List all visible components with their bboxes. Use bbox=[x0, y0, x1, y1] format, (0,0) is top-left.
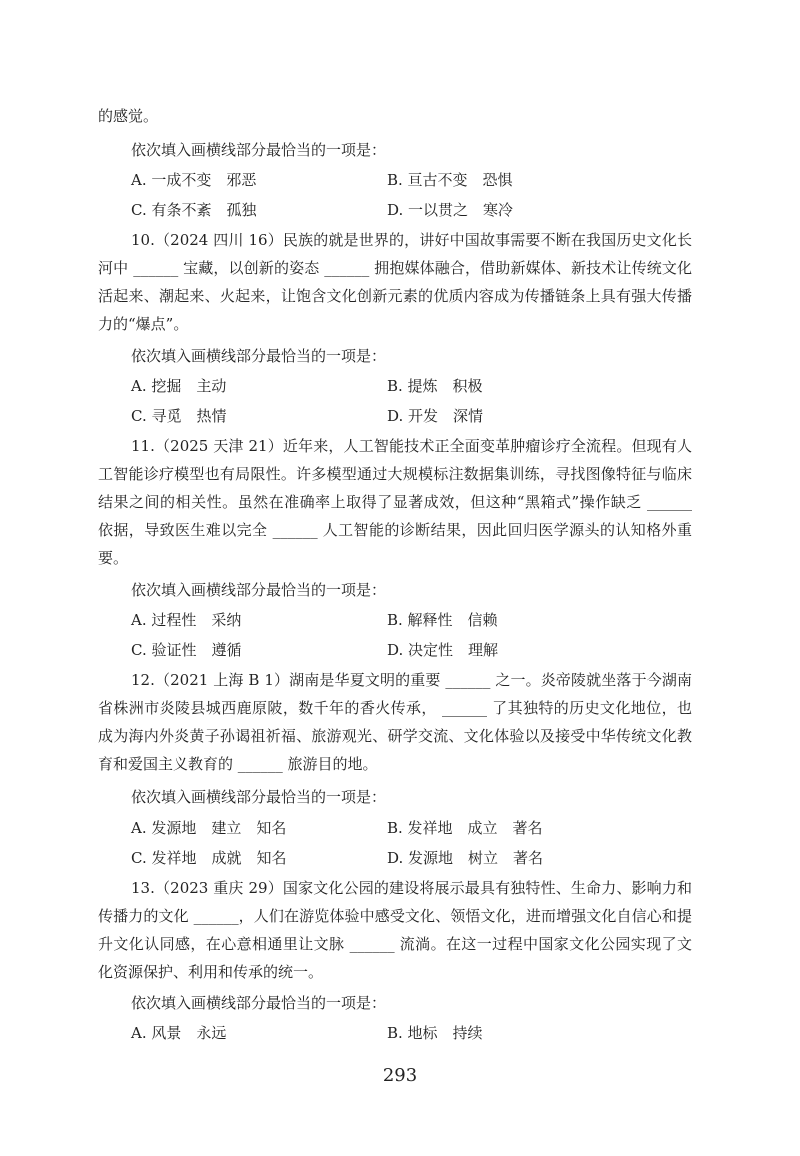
q12-stem: 12.（2021 上海 B 1）湖南是华夏文明的重要 ______ 之一。炎帝陵就坐落于今湖南省株洲市炎陵县城西鹿原陂，数千年的香火传承， ______ 了其独特的历史文化地位，也成为海内外炎黄子孙谒祖祈福、旅游观光、研学交流、文化体验以及接受中华传统文化教育和爱国主义教育的 ______ 旅游目的地。 bbox=[98, 671, 692, 773]
q10-option-d: D. 开发 深情 bbox=[387, 407, 484, 425]
q9-option-a: A. 一成不变 邪恶 bbox=[131, 171, 257, 189]
page-number: 293 bbox=[382, 1065, 418, 1086]
q9-prompt: 依次填入画横线部分最恰当的一项是： bbox=[131, 141, 387, 159]
q9-option-c: C. 有条不紊 孤独 bbox=[131, 201, 257, 219]
q9-option-d: D. 一以贯之 寒冷 bbox=[387, 201, 514, 219]
continuation-text: 的感觉。 bbox=[98, 107, 159, 125]
q13-option-b: B. 地标 持续 bbox=[387, 1024, 483, 1042]
q12-option-b: B. 发祥地 成立 著名 bbox=[387, 819, 543, 837]
q13-prompt: 依次填入画横线部分最恰当的一项是： bbox=[131, 994, 387, 1012]
q9-option-b: B. 亘古不变 恐惧 bbox=[387, 171, 513, 189]
q12-option-d: D. 发源地 树立 著名 bbox=[387, 849, 544, 867]
q10-prompt: 依次填入画横线部分最恰当的一项是： bbox=[131, 347, 387, 365]
q13-stem: 13.（2023 重庆 29）国家文化公园的建设将展示最具有独特性、生命力、影响力和传播力的文化 ______，人们在游览体验中感受文化、领悟文化，进而增强文化自信心和提升文化认同感，在心意相通里让文脉 ______ 流淌。在这一过程中国家文化公园实现了文化资源保护、利用和传承的统一。 bbox=[98, 879, 692, 981]
q10-stem: 10.（2024 四川 16）民族的就是世界的，讲好中国故事需要不断在我国历史文化长河中 ______ 宝藏，以创新的姿态 ______ 拥抱媒体融合，借助新媒体、新技术让传统文化活起来、潮起来、火起来，让饱含文化创新元素的优质内容成为传播链条上具有强大传播力的“爆点”。 bbox=[98, 231, 692, 333]
q11-option-c: C. 验证性 遵循 bbox=[131, 641, 242, 659]
q10-option-c: C. 寻觅 热情 bbox=[131, 407, 227, 425]
q10-option-a: A. 挖掘 主动 bbox=[131, 377, 227, 395]
q11-option-a: A. 过程性 采纳 bbox=[131, 611, 242, 629]
q10-option-b: B. 提炼 积极 bbox=[387, 377, 483, 395]
q11-prompt: 依次填入画横线部分最恰当的一项是： bbox=[131, 581, 387, 599]
q11-stem: 11.（2025 天津 21）近年来，人工智能技术正全面变革肿瘤诊疗全流程。但现有人工智能诊疗模型也有局限性。许多模型通过大规模标注数据集训练，寻找图像特征与临床结果之间的相关性。虽然在准确率上取得了显著成效，但这种“黑箱式”操作缺乏 ______ 依据，导致医生难以完全 ______ 人工智能的诊断结果，因此回归医学源头的认知格外重要。 bbox=[98, 437, 692, 567]
q12-prompt: 依次填入画横线部分最恰当的一项是： bbox=[131, 788, 387, 806]
q11-option-d: D. 决定性 理解 bbox=[387, 641, 499, 659]
q12-option-a: A. 发源地 建立 知名 bbox=[131, 819, 287, 837]
q11-option-b: B. 解释性 信赖 bbox=[387, 611, 498, 629]
q12-option-c: C. 发祥地 成就 知名 bbox=[131, 849, 287, 867]
q13-option-a: A. 风景 永远 bbox=[131, 1024, 227, 1042]
